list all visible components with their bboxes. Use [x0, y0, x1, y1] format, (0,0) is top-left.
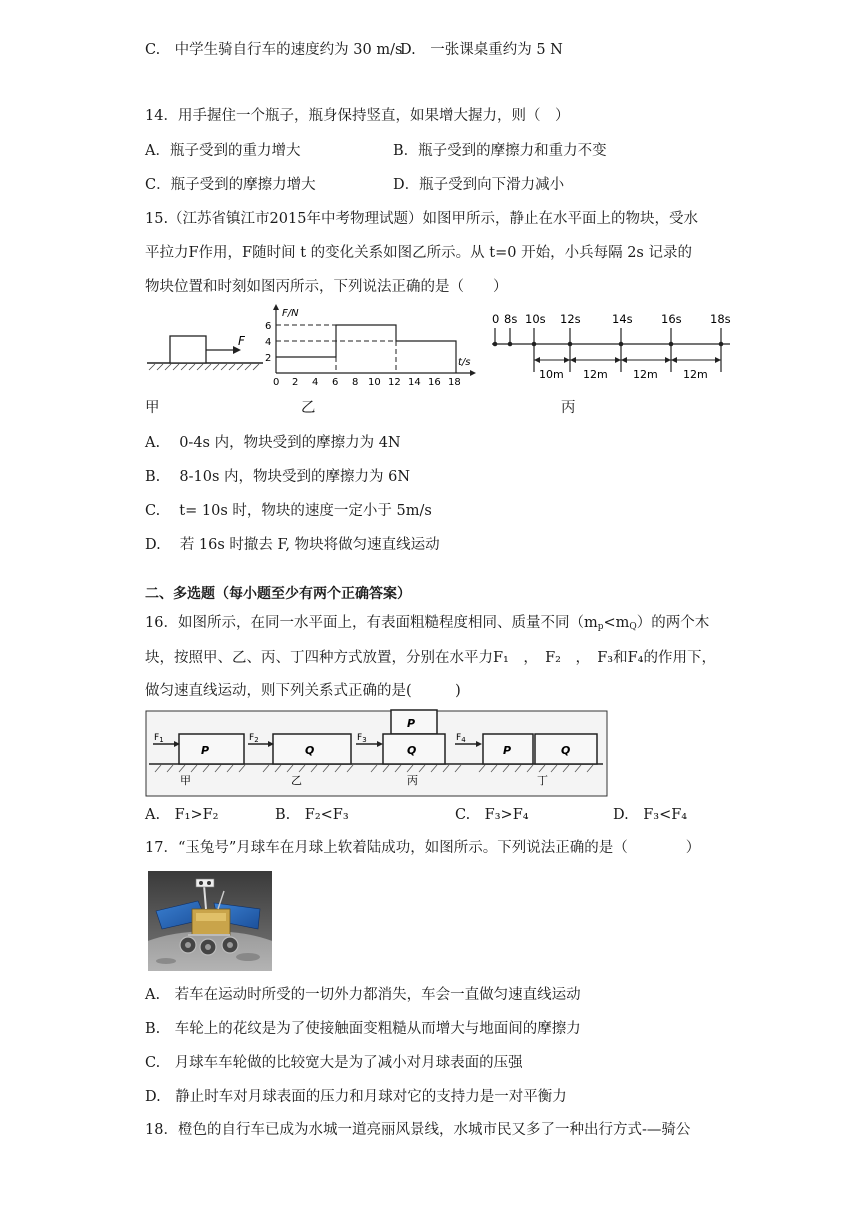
- q17-option-a: A. 若车在运动时所受的一切外力都消失，车会一直做匀速直线运动: [145, 987, 581, 1003]
- x-tick-18: 18: [448, 377, 461, 388]
- q13-option-d: D. 一张课桌重约为 5 N: [400, 42, 563, 58]
- q14-option-c: C．瓶子受到的摩擦力增大: [145, 177, 316, 193]
- block-q-yi: Q: [305, 744, 315, 757]
- q15-option-a: A. 0-4s 内，物块受到的摩擦力为 4N: [145, 435, 401, 451]
- q14-option-b: B．瓶子受到的摩擦力和重力不变: [393, 143, 607, 159]
- q16-figure: [145, 706, 609, 802]
- q16-sub-q: Q: [629, 622, 637, 632]
- q16-stem-line2: 块，按照甲、乙、丙、丁四种方式放置，分别在水平力F₁ ， F₂ ， F₃和F₄的作用下，: [145, 650, 716, 666]
- q15-option-d: D. 若 16s 时撤去 F, 物块将做匀速直线运动: [145, 537, 440, 553]
- q14-option-a: A．瓶子受到的重力增大: [145, 143, 301, 159]
- q15-stem-line2: 平拉力F作用，F随时间 t 的变化关系如图乙所示。从 t=0 开始，小兵每隔 2s 记录的: [145, 245, 692, 261]
- caption-yi: 乙: [301, 400, 316, 416]
- q15-figure-jia: [145, 306, 265, 382]
- y-tick-6: 6: [265, 321, 272, 332]
- svg-text:F2: $F_2$: [249, 733, 259, 744]
- label-bing: 丙: [407, 774, 418, 787]
- section-title-multi-choice: 二、多选题（每小题至少有两个正确答案）: [145, 586, 411, 602]
- time-0: 0: [492, 312, 500, 326]
- time-10s: 10s: [525, 312, 546, 326]
- label-yi: 乙: [291, 774, 302, 787]
- y-tick-4: 4: [265, 337, 272, 348]
- block-p-bing: P: [407, 717, 416, 730]
- x-tick-4: 4: [312, 377, 319, 388]
- distance-12m-2: 12m: [633, 368, 658, 381]
- label-jia: 甲: [180, 774, 191, 787]
- q15-stem-line3: 物块位置和时刻如图丙所示，下列说法正确的是（ ）: [145, 279, 508, 295]
- x-tick-12: 12: [388, 377, 401, 388]
- yutu-rover-photo: [148, 871, 272, 975]
- q16-stem-part3: ）的两个木: [636, 615, 710, 631]
- distance-12m-1: 12m: [583, 368, 608, 381]
- q15-figure-bing: [490, 308, 735, 388]
- q17-stem: 17．“玉兔号”月球车在月球上软着陆成功，如图所示。下列说法正确的是（ ）: [145, 840, 701, 856]
- q15-stem-line1: 15.（江苏省镇江市2015年中考物理试题）如图甲所示，静止在水平面上的物块，受水: [145, 211, 698, 227]
- block-p-jia: P: [201, 744, 210, 757]
- x-tick-8: 8: [352, 377, 359, 388]
- q15-option-b: B. 8-10s 内，物块受到的摩擦力为 6N: [145, 469, 411, 485]
- q14-stem: 14．用手握住一个瓶子，瓶身保持竖直，如果增大握力，则（ ）: [145, 108, 570, 124]
- q15-figure-yi: [262, 303, 482, 393]
- time-8s: 8s: [504, 312, 518, 326]
- q16-stem-line3: 做匀速直线运动，则下列关系式正确的是( ): [145, 683, 461, 699]
- svg-text:F3: $F_3$: [357, 733, 367, 744]
- q17-option-d: D. 静止时车对月球表面的压力和月球对它的支持力是一对平衡力: [145, 1089, 567, 1105]
- q16-option-b: B. F₂<F₃: [275, 807, 349, 823]
- block-p-ding: P: [503, 744, 512, 757]
- caption-bing: 丙: [561, 400, 576, 416]
- distance-10m: 10m: [539, 368, 564, 381]
- time-18s: 18s: [710, 312, 731, 326]
- svg-text:F1: $F_1$: [154, 733, 164, 744]
- q16-sub-p: p: [597, 622, 604, 632]
- time-14s: 14s: [612, 312, 633, 326]
- label-ding: 丁: [537, 774, 548, 787]
- q16-stem-line1: [145, 613, 709, 637]
- q13-option-c: C. 中学生骑自行车的速度约为 30 m/s: [145, 42, 403, 58]
- q16-stem-part1: 16．如图所示，在同一水平面上，有表面粗糙程度相同、质量不同（m: [145, 615, 598, 631]
- svg-text:F4: $F_4$: [456, 733, 466, 744]
- q16-stem-part2: <m: [603, 615, 630, 631]
- q15-option-c: C. t= 10s 时，物块的速度一定小于 5m/s: [145, 503, 432, 519]
- q16-option-d: D. F₃<F₄: [613, 807, 688, 823]
- x-tick-0: 0: [273, 377, 280, 388]
- y-axis-label: F/N: [282, 308, 299, 319]
- q18-stem: 18．橙色的自行车已成为水城一道亮丽风景线，水城市民又多了一种出行方式-—骑公: [145, 1122, 691, 1138]
- block-q-ding: Q: [561, 744, 571, 757]
- block-q-bing: Q: [407, 744, 417, 757]
- x-tick-6: 6: [332, 377, 339, 388]
- y-tick-2: 2: [265, 353, 272, 364]
- x-tick-14: 14: [408, 377, 421, 388]
- x-tick-16: 16: [428, 377, 441, 388]
- q14-option-d: D．瓶子受到向下滑力减小: [393, 177, 565, 193]
- x-tick-2: 2: [292, 377, 299, 388]
- q17-option-c: C. 月球车车轮做的比较宽大是为了减小对月球表面的压强: [145, 1055, 523, 1071]
- force-label-f: F: [238, 334, 245, 348]
- q16-option-c: C. F₃>F₄: [455, 807, 529, 823]
- distance-12m-3: 12m: [683, 368, 708, 381]
- x-axis-label: t/s: [458, 357, 471, 368]
- caption-jia: 甲: [145, 400, 160, 416]
- q17-option-b: B. 车轮上的花纹是为了使接触面变粗糙从而增大与地面间的摩擦力: [145, 1021, 581, 1037]
- time-12s: 12s: [560, 312, 581, 326]
- x-tick-10: 10: [368, 377, 381, 388]
- q16-option-a: A. F₁>F₂: [145, 807, 219, 823]
- time-16s: 16s: [661, 312, 682, 326]
